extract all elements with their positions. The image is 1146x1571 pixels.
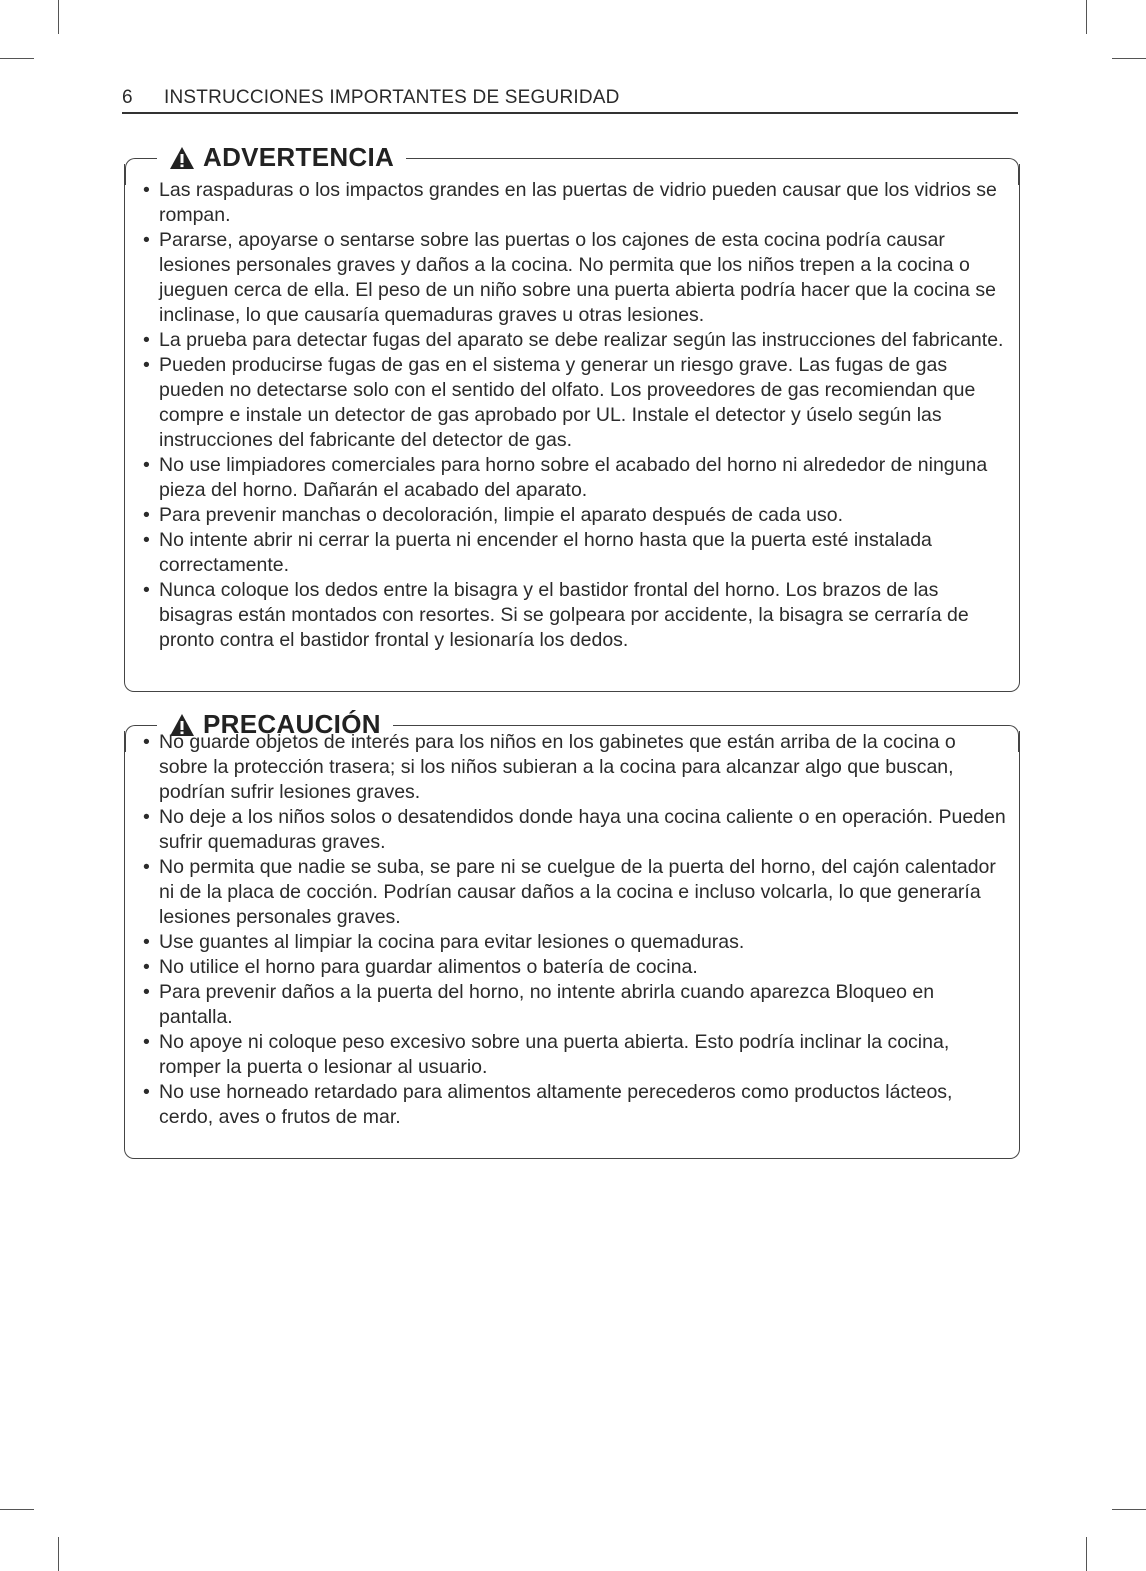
caution-label: PRECAUCIÓN xyxy=(203,709,381,739)
warning-header xyxy=(123,142,1019,172)
crop-mark xyxy=(1086,0,1087,34)
caution-box xyxy=(124,709,1020,1159)
caution-item: • No permita que nadie se suba, se pare ni se cuelgue de la puerta del horno, del cajón calentador ni de la placa de cocción. Podrían causar daños a la cocina e incluso volcarla, lo que generaría lesiones personales graves. xyxy=(141,855,1009,930)
crop-mark xyxy=(1112,1509,1146,1510)
page-header xyxy=(122,86,1018,114)
warning-item: • La prueba para detectar fugas del aparato se debe realizar según las instrucciones del fabricante. xyxy=(141,328,1009,353)
crop-mark xyxy=(0,58,34,59)
page-number: 6 xyxy=(122,87,133,108)
warning-item: • Pararse, apoyarse o sentarse sobre las puertas o los cajones de esta cocina podría causar lesiones personales graves y daños a la cocina. No permita que los niños trepen a la cocina o jueguen cerca de ella. El peso de un niño sobre una puerta abierta podría hacer que la cocina se inclinase, lo que causaría quemaduras graves u otras lesiones. xyxy=(141,228,1009,328)
caution-item: • No deje a los niños solos o desatendidos donde haya una cocina caliente o en operación. Pueden sufrir quemaduras graves. xyxy=(141,805,1009,855)
warning-item: • No intente abrir ni cerrar la puerta ni encender el horno hasta que la puerta esté instalada correctamente. xyxy=(141,528,1009,578)
warning-item: • Para prevenir manchas o decoloración, limpie el aparato después de cada uso. xyxy=(141,503,1009,528)
caution-item: • No use horneado retardado para alimentos altamente perecederos como productos lácteos, cerdo, aves o frutos de mar. xyxy=(141,1080,1009,1130)
caution-item: • Para prevenir daños a la puerta del horno, no intente abrirla cuando aparezca Bloqueo en pantalla. xyxy=(141,980,1009,1030)
crop-mark xyxy=(1112,58,1146,59)
caution-list xyxy=(141,730,1009,1130)
caution-item: • No guarde objetos de interés para los niños en los gabinetes que están arriba de la cocina o sobre la protección trasera; si los niños subieran a la cocina para alcanzar algo que buscan, podrían sufrir lesiones graves. xyxy=(141,730,1009,805)
warning-item: • Las raspaduras o los impactos grandes en las puertas de vidrio pueden causar que los vidrios se rompan. xyxy=(141,178,1009,228)
warning-box xyxy=(124,142,1020,692)
warning-triangle-icon xyxy=(169,146,195,170)
crop-mark xyxy=(0,1509,34,1510)
warning-item: • Pueden producirse fugas de gas en el sistema y generar un riesgo grave. Las fugas de gas pueden no detectarse solo con el sentido del olfato. Los proveedores de gas recomiendan que compre e instale un detector de gas aprobado por UL. Instale el detector y úselo según las instrucciones del fabricante del detector de gas. xyxy=(141,353,1009,453)
crop-mark xyxy=(1086,1537,1087,1571)
warning-list xyxy=(141,178,1009,653)
warning-item: • Nunca coloque los dedos entre la bisagra y el bastidor frontal del horno. Los brazos de las bisagras están montados con resortes. Si se golpeara por accidente, la bisagra se cerraría de pronto contra el bastidor frontal y lesionaría los dedos. xyxy=(141,578,1009,653)
warning-item: • No use limpiadores comerciales para horno sobre el acabado del horno ni alrededor de ninguna pieza del horno. Dañarán el acabado del aparato. xyxy=(141,453,1009,503)
caution-item: • Use guantes al limpiar la cocina para evitar lesiones o quemaduras. xyxy=(141,930,1009,955)
crop-mark xyxy=(58,0,59,34)
page-title: INSTRUCCIONES IMPORTANTES DE SEGURIDAD xyxy=(164,87,620,108)
caution-item: • No apoye ni coloque peso excesivo sobre una puerta abierta. Esto podría inclinar la cocina, romper la puerta o lesionar al usuario. xyxy=(141,1030,1009,1080)
warning-label: ADVERTENCIA xyxy=(203,142,395,172)
caution-item: • No utilice el horno para guardar alimentos o batería de cocina. xyxy=(141,955,1009,980)
crop-mark xyxy=(58,1537,59,1571)
